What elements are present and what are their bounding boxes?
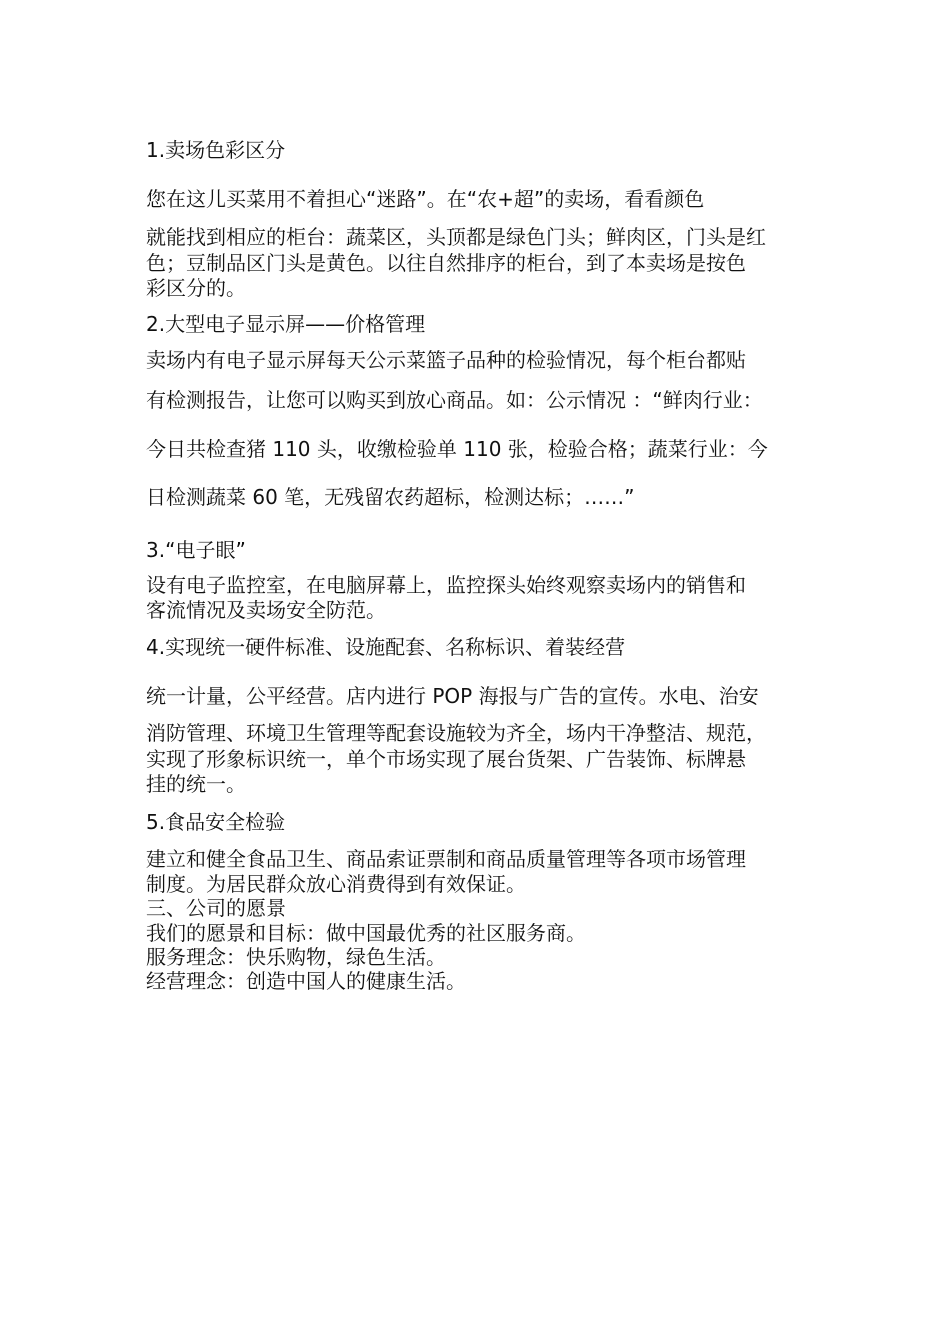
paragraph-line: 服务理念：快乐购物，绿色生活。 — [146, 945, 446, 969]
paragraph-line: 设有电子监控室，在电脑屏幕上，监控探头始终观察卖场内的销售和 — [146, 573, 746, 597]
paragraph-line: 今日共检查猪 110 头，收缴检验单 110 张，检验合格；蔬菜行业：今 — [146, 437, 768, 461]
heading-food-safety: 5.食品安全检验 — [146, 810, 286, 834]
paragraph-line: 经营理念：创造中国人的健康生活。 — [146, 969, 466, 993]
paragraph-line: 实现了形象标识统一，单个市场实现了展台货架、广告装饰、标牌悬 — [146, 747, 746, 771]
paragraph-line: 客流情况及卖场安全防范。 — [146, 598, 386, 622]
heading-electronic-display: 2.大型电子显示屏——价格管理 — [146, 312, 426, 336]
paragraph-line: 彩区分的。 — [146, 276, 246, 300]
paragraph-line: 统一计量，公平经营。店内进行 POP 海报与广告的宣传。水电、治安 — [146, 684, 759, 708]
paragraph-line: 消防管理、环境卫生管理等配套设施较为齐全，场内干净整洁、规范， — [146, 721, 766, 745]
paragraph-line: 我们的愿景和目标：做中国最优秀的社区服务商。 — [146, 921, 586, 945]
paragraph-line: 挂的统一。 — [146, 772, 246, 796]
heading-electronic-eye: 3.“电子眼” — [146, 538, 246, 562]
paragraph-line: 卖场内有电子显示屏每天公示菜篮子品种的检验情况，每个柜台都贴 — [146, 348, 746, 372]
heading-company-vision: 三、公司的愿景 — [146, 896, 286, 920]
heading-color-zones: 1.卖场色彩区分 — [146, 138, 286, 162]
paragraph-line: 色；豆制品区门头是黄色。以往自然排序的柜台，到了本卖场是按色 — [146, 251, 746, 275]
paragraph-line: 有检测报告，让您可以购买到放心商品。如：公示情况 ：“鲜肉行业： — [146, 388, 763, 412]
paragraph-line: 您在这儿买菜用不着担心“迷路”。在“农+超”的卖场，看看颜色 — [146, 187, 705, 211]
paragraph-line: 制度。为居民群众放心消费得到有效保证。 — [146, 872, 526, 896]
heading-unified-standards: 4.实现统一硬件标准、设施配套、名称标识、着装经营 — [146, 635, 626, 659]
paragraph-line: 日检测蔬菜 60 笔，无残留农药超标，检测达标；……” — [146, 485, 635, 509]
paragraph-line: 就能找到相应的柜台：蔬菜区，头顶都是绿色门头；鲜肉区，门头是红 — [146, 225, 766, 249]
paragraph-line: 建立和健全食品卫生、商品索证票制和商品质量管理等各项市场管理 — [146, 847, 746, 871]
